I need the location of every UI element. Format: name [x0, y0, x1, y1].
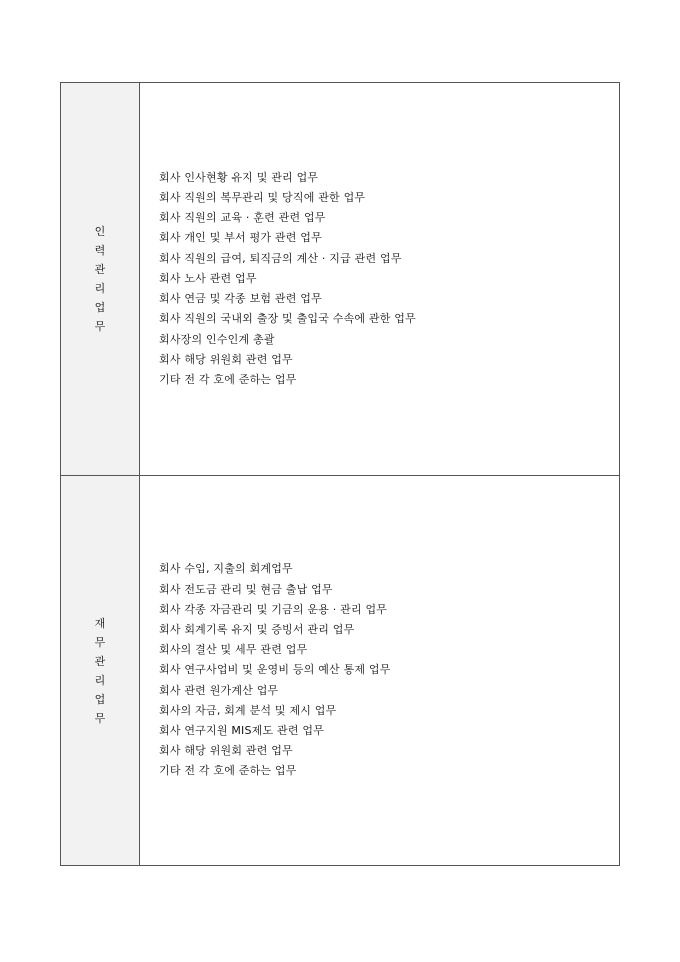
duty-item: 회사 각종 자금관리 및 기금의 운용 · 관리 업무 — [159, 602, 388, 616]
label-char: 무 — [94, 320, 106, 333]
section-finance-management — [61, 476, 619, 865]
duty-item: 회사 수입, 지출의 회계업무 — [159, 562, 293, 576]
duty-item: 회사 직원의 교육 · 훈련 관련 업무 — [159, 211, 326, 225]
label-char: 재 — [94, 616, 106, 630]
duty-item: 기타 전 각 호에 준하는 업무 — [159, 372, 297, 386]
duty-item: 회사 관련 원가계산 업무 — [159, 683, 279, 697]
duty-item: 회사의 자금, 회계 분석 및 제시 업무 — [159, 703, 337, 717]
label-char: 인 — [94, 225, 106, 238]
duty-item: 회사 회계기록 유지 및 증빙서 관리 업무 — [159, 622, 355, 636]
duty-list-finance — [140, 476, 619, 865]
section-hr-management — [61, 83, 619, 476]
duty-item: 회사 전도금 관리 및 현금 출납 업무 — [159, 582, 333, 596]
label-char: 력 — [94, 244, 106, 257]
label-char: 무 — [94, 711, 106, 725]
label-char: 관 — [94, 263, 106, 276]
duty-item: 회사 노사 관련 업무 — [159, 271, 257, 285]
duty-item: 회사 연금 및 각종 보험 관련 업무 — [159, 292, 322, 306]
section-label-finance — [61, 476, 140, 865]
duty-item: 회사의 결산 및 세무 관련 업무 — [159, 643, 308, 657]
label-char: 업 — [94, 301, 106, 314]
duty-item: 회사 직원의 국내외 출장 및 출입국 수속에 관한 업무 — [159, 312, 416, 326]
duty-item: 회사 인사현황 유지 및 관리 업무 — [159, 170, 319, 184]
duty-item: 기타 전 각 호에 준하는 업무 — [159, 764, 297, 778]
duty-item: 회사 개인 및 부서 평가 관련 업무 — [159, 231, 322, 245]
duty-list-hr — [140, 83, 619, 475]
duty-item: 회사 해당 위원회 관련 업무 — [159, 744, 293, 758]
duty-item: 회사 연구사업비 및 운영비 등의 예산 통제 업무 — [159, 663, 391, 677]
duty-item: 회사장의 인수인계 총괄 — [159, 332, 275, 346]
duty-item: 회사 연구지원 MIS제도 관련 업무 — [159, 724, 325, 737]
label-char: 리 — [94, 673, 106, 687]
duty-item: 회사 직원의 급여, 퇴직금의 계산 · 지급 관련 업무 — [159, 251, 402, 265]
duty-item: 회사 직원의 복무관리 및 당직에 관한 업무 — [159, 191, 366, 205]
duty-item: 회사 해당 위원회 관련 업무 — [159, 352, 293, 366]
label-char: 무 — [94, 635, 106, 649]
section-label-hr — [61, 83, 140, 475]
label-char: 리 — [94, 282, 106, 295]
label-char: 관 — [94, 654, 106, 668]
duty-table — [60, 82, 620, 866]
label-char: 업 — [94, 692, 106, 706]
